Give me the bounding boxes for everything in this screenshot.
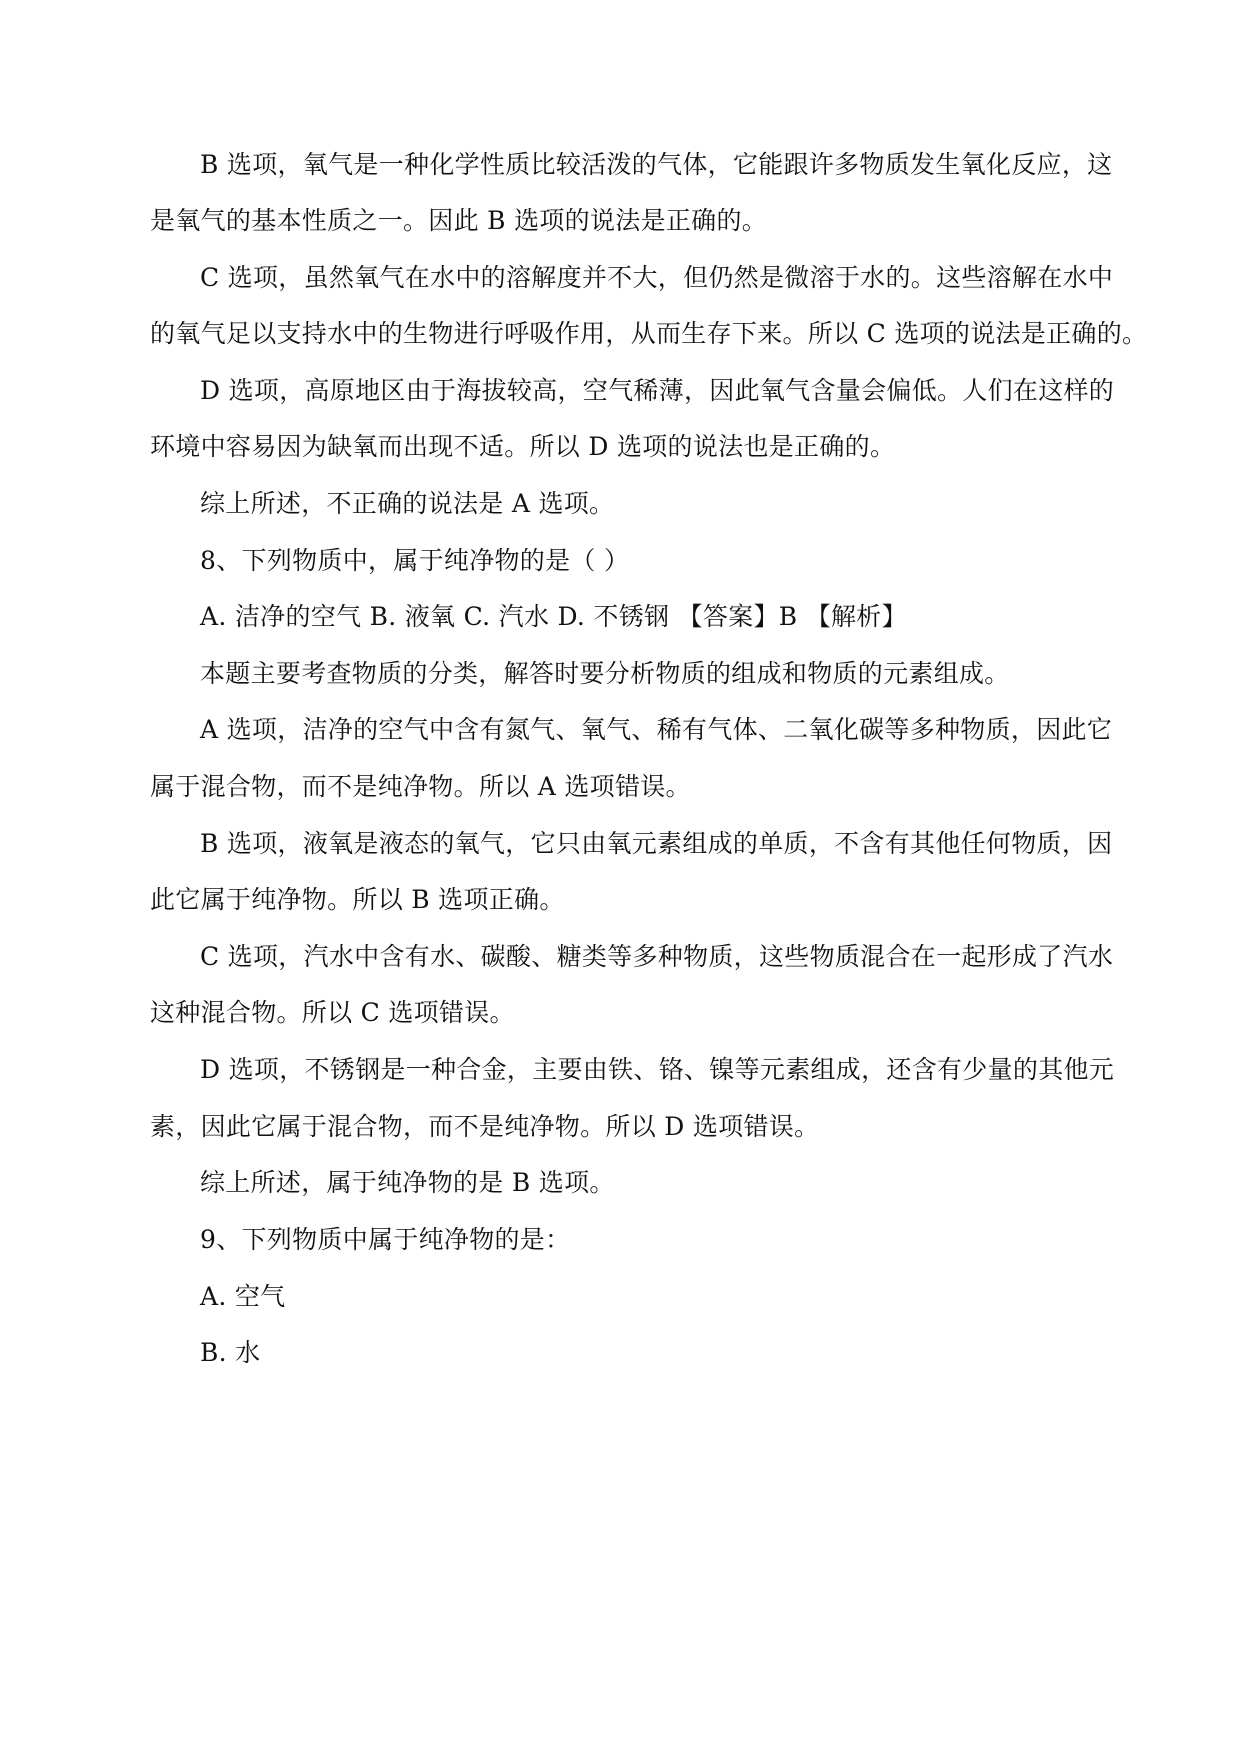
analysis-c-line-1: C 选项，汽水中含有水、碳酸、糖类等多种物质，这些物质混合在一起形成了汽水 [200,942,1114,971]
analysis-b-line-1: B 选项，液氧是液态的氧气，它只由氧元素组成的单质，不含有其他任何物质，因 [200,829,1113,858]
question-8: 8、下列物质中，属于纯净物的是（ ） [200,546,630,575]
question-8-options-answer: A. 洁净的空气 B. 液氧 C. 汽水 D. 不锈钢 【答案】B 【解析】 [200,602,907,631]
paragraph-b-line-2: 是氧气的基本性质之一。因此 B 选项的说法是正确的。 [150,206,768,235]
question-9-option-a: A. 空气 [200,1282,286,1311]
analysis-d-line-2: 素，因此它属于混合物，而不是纯净物。所以 D 选项错误。 [150,1112,820,1141]
analysis-a-line-1: A 选项，洁净的空气中含有氮气、氧气、稀有气体、二氧化碳等多种物质，因此它 [200,715,1113,744]
question-9-option-b: B. 水 [200,1338,261,1367]
analysis-intro: 本题主要考查物质的分类，解答时要分析物质的组成和物质的元素组成。 [200,659,1010,688]
paragraph-b-line-1: B 选项，氧气是一种化学性质比较活泼的气体，它能跟许多物质发生氧化反应，这 [200,150,1113,179]
question-9: 9、下列物质中属于纯净物的是： [200,1225,571,1254]
analysis-c-line-2: 这种混合物。所以 C 选项错误。 [150,998,515,1027]
summary-q7: 综上所述，不正确的说法是 A 选项。 [200,489,615,518]
analysis-b-line-2: 此它属于纯净物。所以 B 选项正确。 [150,885,565,914]
paragraph-d-line-2: 环境中容易因为缺氧而出现不适。所以 D 选项的说法也是正确的。 [150,432,896,461]
paragraph-c-line-2: 的氧气足以支持水中的生物进行呼吸作用，从而生存下来。所以 C 选项的说法是正确的。 [150,319,1148,348]
summary-q8: 综上所述，属于纯净物的是 B 选项。 [200,1168,615,1197]
analysis-d-line-1: D 选项，不锈钢是一种合金，主要由铁、铬、镍等元素组成，还含有少量的其他元 [200,1055,1115,1084]
paragraph-d-line-1: D 选项，高原地区由于海拔较高，空气稀薄，因此氧气含量会偏低。人们在这样的 [200,376,1115,405]
analysis-a-line-2: 属于混合物，而不是纯净物。所以 A 选项错误。 [150,772,691,801]
paragraph-c-line-1: C 选项，虽然氧气在水中的溶解度并不大，但仍然是微溶于水的。这些溶解在水中 [200,263,1114,292]
